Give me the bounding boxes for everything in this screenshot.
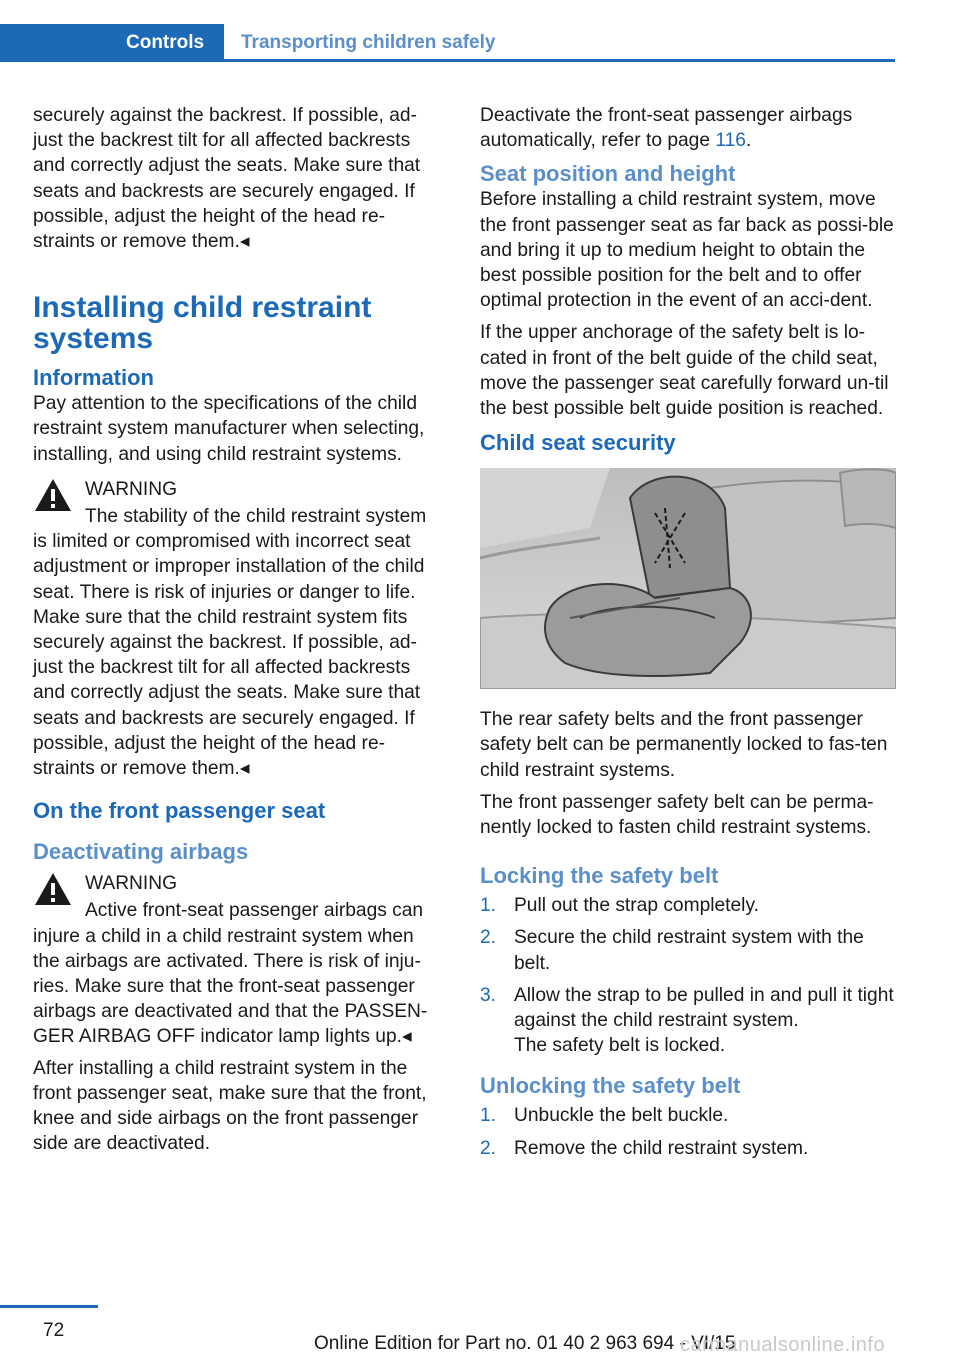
unlocking-steps-list	[480, 1103, 896, 1160]
list-item	[480, 1103, 896, 1128]
child-seat-illustration	[480, 468, 896, 689]
unlocking-heading: Unlocking the safety belt	[480, 1073, 741, 1099]
step-result-text: The safety belt is locked.	[514, 1035, 726, 1057]
security-paragraph-2: The front passenger safety belt can be perma-nently locked to fasten child restraint systems.	[480, 791, 874, 839]
security-paragraph-1: The rear safety belts and the front passenger safety belt can be permanently locked to fas-ten child restraint systems.	[480, 709, 888, 781]
left-column	[33, 103, 443, 1164]
deactivate-paragraph	[480, 103, 896, 153]
seat-position-paragraph: Before installing a child restraint system, move the front passenger seat as far back as possi-ble and bring it up to medium height to obtain the best possible position for the belt and to offer optimal protection in the event of an acci-dent.	[480, 189, 894, 312]
watermark-text: carmanualsonline.info	[680, 1334, 886, 1356]
seat-position-heading: Seat position and height	[480, 161, 736, 187]
warning-text: Active front-seat passenger airbags can injure a child in a child restraint system when the airbags are activated. There is risk of inju-ries. Make sure that the front-seat passenger airbags are deactivated and that the PASSEN-GER AIRBAG OFF indicator lamp lights up.◂	[33, 900, 428, 1048]
step-number: 2.	[480, 927, 497, 949]
list-item	[480, 1136, 896, 1161]
information-heading: Information	[33, 365, 154, 391]
section-title[interactable]: Transporting children safely	[241, 32, 496, 53]
page-number: 72	[43, 1320, 65, 1341]
locking-steps-list	[480, 893, 896, 1058]
list-item	[480, 893, 896, 918]
step-text: Unbuckle the belt buckle.	[514, 1105, 729, 1127]
right-column	[480, 103, 896, 1169]
chapter-tab[interactable]: Controls	[0, 24, 224, 62]
list-item	[480, 983, 896, 1059]
warning-block	[33, 871, 443, 1049]
intro-paragraph: securely against the backrest. If possible, ad-just the backrest tilt for all affected backrests and correctly adjust the seats. Make sure that seats and backrests are securely engaged. If possible, adjust the height of the head re-straints or remove them.◂	[33, 105, 421, 253]
locking-heading: Locking the safety belt	[480, 863, 719, 889]
step-text: Secure the child restraint system with the belt.	[514, 927, 864, 974]
page-title: Installing child restraint systems	[33, 291, 372, 356]
information-paragraph: Pay attention to the specifications of the child restraint system manufacturer when selecting, installing, and using child restraint systems.	[33, 393, 425, 465]
warning-icon	[33, 477, 73, 513]
seat-anchorage-paragraph: If the upper anchorage of the safety belt is lo-cated in front of the belt guide of the child seat, move the passenger seat carefully forward un-til the best possible belt guide position is reached.	[480, 322, 889, 420]
deactivate-text-end: .	[745, 130, 752, 152]
deactivate-text: Deactivate the front-seat passenger airbags automatically, refer to page	[480, 105, 853, 152]
step-number: 1.	[480, 895, 497, 917]
step-text: Remove the child restraint system.	[514, 1137, 809, 1159]
warning-label: WARNING	[85, 478, 178, 500]
step-number: 1.	[480, 1105, 497, 1127]
page-reference-link[interactable]: 116	[715, 130, 746, 152]
after-install-paragraph: After installing a child restraint system in the front passenger seat, make sure that the front, knee and side airbags on the front passenger side are deactivated.	[33, 1057, 427, 1155]
step-number: 2.	[480, 1137, 497, 1159]
step-text: Pull out the strap completely.	[514, 895, 759, 917]
step-number: 3.	[480, 984, 497, 1006]
list-item	[480, 925, 896, 975]
warning-icon	[33, 871, 73, 907]
warning-label: WARNING	[85, 873, 178, 895]
footer-rule	[0, 1305, 98, 1308]
warning-text: The stability of the child restraint system is limited or compromised with incorrect seat adjustment or improper installation of the child seat. There is risk of injuries or danger to life. Make sure that the child restraint system fits securely against the backrest. If possible, ad-just the backrest tilt for all affected backrests and correctly adjust the seats. Make sure that seats and backrests are securely engaged. If possible, adjust the height of the head re-straints or remove them.◂	[33, 506, 427, 780]
warning-block	[33, 477, 443, 781]
header-rule	[0, 59, 895, 62]
front-seat-heading: On the front passenger seat	[33, 798, 326, 824]
page-header	[0, 0, 895, 62]
edition-text: Online Edition for Part no. 01 40 2 963 694 - VI/15	[314, 1333, 736, 1354]
deactivating-airbags-heading: Deactivating airbags	[33, 839, 249, 865]
step-text: Allow the strap to be pulled in and pull it tight against the child restraint system.	[514, 984, 894, 1032]
child-seat-security-heading: Child seat security	[480, 430, 676, 456]
